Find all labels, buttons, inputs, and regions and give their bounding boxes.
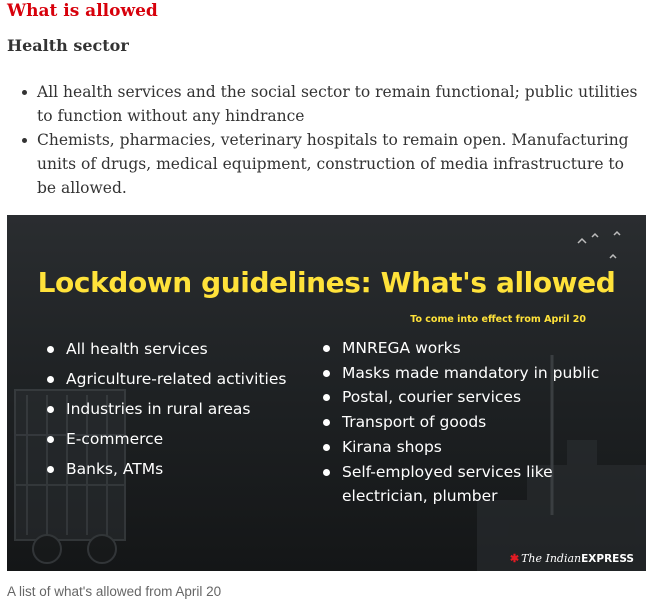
logo-text-bold: EXPRESS bbox=[581, 553, 634, 565]
subsection-heading: Health sector bbox=[7, 36, 129, 55]
section-heading: What is allowed bbox=[7, 1, 158, 21]
list-item: Agriculture-related activities bbox=[47, 364, 327, 394]
list-item: E-commerce bbox=[47, 424, 327, 454]
list-item: Chemists, pharmacies, veterinary hospitals to remain open. Manufacturing units of drugs, medical equipment, construction of media infrastructure to be allowed. bbox=[37, 128, 643, 200]
lockdown-infographic bbox=[7, 215, 646, 571]
list-item: Banks, ATMs bbox=[47, 454, 327, 484]
logo-text-italic: The Indian bbox=[521, 552, 582, 565]
list-item: All health services and the social sector to remain functional; public utilities to function without any hindrance bbox=[37, 80, 643, 128]
health-sector-list bbox=[0, 80, 643, 200]
list-item-continuation bbox=[323, 484, 633, 509]
allowed-list-left bbox=[47, 334, 327, 484]
infographic-title: Lockdown guidelines: What's allowed bbox=[37, 266, 616, 299]
list-item: Industries in rural areas bbox=[47, 394, 327, 424]
allowed-list-right bbox=[323, 336, 633, 509]
list-item: Transport of goods bbox=[323, 410, 633, 435]
list-item: All health services bbox=[47, 334, 327, 364]
list-item: MNREGA works bbox=[323, 336, 633, 361]
image-caption: A list of what's allowed from April 20 bbox=[7, 584, 222, 599]
logo-icon: ✱ bbox=[509, 552, 520, 565]
list-item: Kirana shops bbox=[323, 435, 633, 460]
list-item: Postal, courier services bbox=[323, 385, 633, 410]
list-item: Self-employed services like bbox=[323, 460, 633, 485]
infographic-subtitle: To come into effect from April 20 bbox=[410, 314, 586, 325]
list-item-text: electrician, plumber bbox=[342, 487, 498, 506]
list-item: Masks made mandatory in public bbox=[323, 361, 633, 386]
indian-express-logo bbox=[510, 552, 634, 565]
